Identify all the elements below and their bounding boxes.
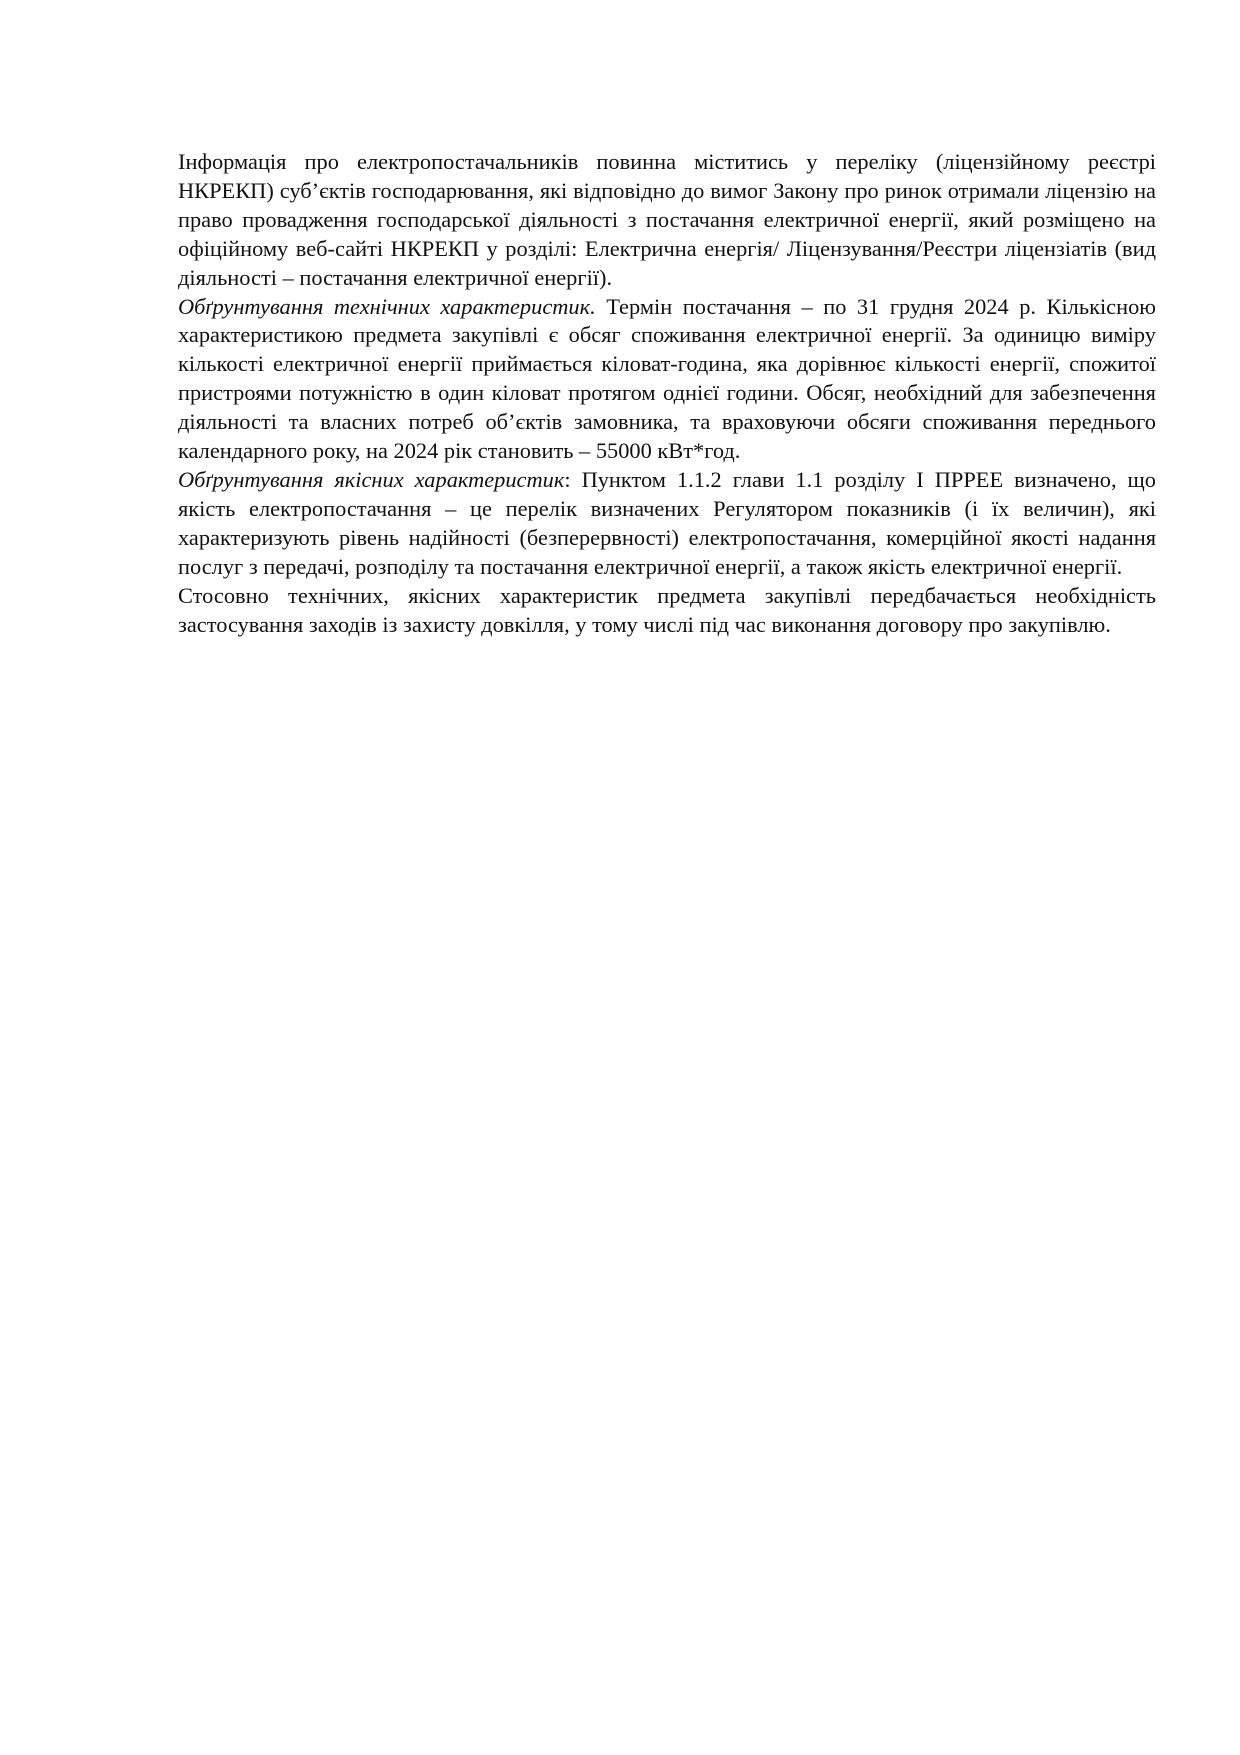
paragraph-text: : Пунктом 1.1.2 глави 1.1 розділу І ПРРЕЕ визначено, що якість електропостачання – це перелік визначених Регулятором показників (і їх величин), які характеризують рівень надійності (безперервності) електропостачання, комерційної якості надання послуг з передачі, розподілу та постачання електричної енергії, а також якість електричної енергії. (178, 466, 1156, 579)
paragraph-environment (178, 582, 1156, 640)
paragraph-lead-italic: Обґрунтування технічних характеристик. (178, 293, 596, 319)
paragraph-technical-justification (178, 293, 1156, 466)
document-body (178, 148, 1156, 639)
paragraph-quality-justification (178, 466, 1156, 582)
paragraph-supplier-info (178, 148, 1156, 293)
paragraph-text: Термін постачання – по 31 грудня 2024 р. Кількісною характеристикою предмета закупівлі є обсяг споживання електричної енергії. За одиницю виміру кількості електричної енергії приймається кіловат-година, яка дорівнює кількості енергії, спожитої пристроями потужністю в один кіловат протягом однієї години. Обсяг, необхідний для забезпечення діяльності та власних потреб об’єктів замовника, та враховуючи обсяги споживання переднього календарного року, на 2024 рік становить – 55000 кВт*год. (178, 293, 1157, 464)
paragraph-lead-italic: Обґрунтування якісних характеристик (178, 466, 565, 492)
paragraph-text: Стосовно технічних, якісних характеристик предмета закупівлі передбачається необхідність застосування заходів із захисту довкілля, у тому числі під час виконання договору про закупівлю. (178, 582, 1156, 637)
paragraph-text: Інформація про електропостачальників повинна міститись у переліку (ліцензійному реєстрі НКРЕКП) суб’єктів господарювання, які відповідно до вимог Закону про ринок отримали ліцензію на право провадження господарської діяльності з постачання електричної енергії, який розміщено на офіційному веб-сайті НКРЕКП у розділі: Електрична енергія/ Ліцензування/Реєстри ліцензіатів (вид діяльності – постачання електричної енергії). (178, 149, 1156, 290)
